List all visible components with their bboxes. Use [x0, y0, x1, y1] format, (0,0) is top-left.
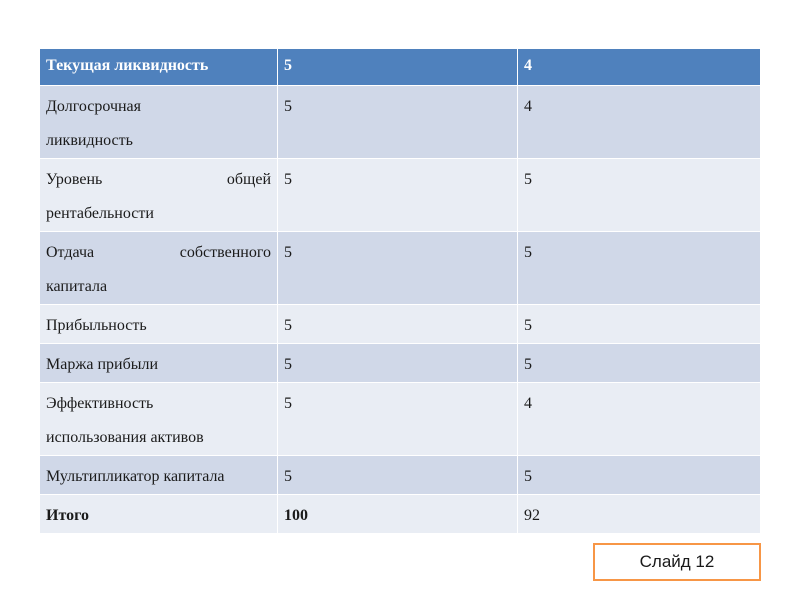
- row-value-1: 5: [278, 159, 518, 232]
- header-cell-indicator: Текущая ликвидность: [40, 49, 278, 86]
- row-value-1: 5: [278, 86, 518, 159]
- row-value-2: 4: [518, 383, 761, 456]
- total-value-2: 92: [518, 495, 761, 534]
- row-label: [40, 232, 278, 305]
- row-value-2: 5: [518, 305, 761, 344]
- slide-number-label: Слайд 12: [593, 543, 761, 581]
- row-value-1: 5: [278, 305, 518, 344]
- table-row: [40, 86, 761, 159]
- total-value-1: 100: [278, 495, 518, 534]
- row-label: Прибыльность: [40, 305, 278, 344]
- row-label: Маржа прибыли: [40, 344, 278, 383]
- table-row: [40, 344, 761, 383]
- table-row: [40, 456, 761, 495]
- row-value-2: 5: [518, 159, 761, 232]
- table-total-row: [40, 495, 761, 534]
- header-cell-score-1: 5: [278, 49, 518, 86]
- row-value-2: 4: [518, 86, 761, 159]
- scores-table: [39, 48, 761, 534]
- table-row: [40, 232, 761, 305]
- row-label: [40, 86, 278, 159]
- row-label-line2: капитала: [46, 278, 108, 295]
- row-label: Мультипликатор капитала: [40, 456, 278, 495]
- row-label-line2: использования активов: [46, 429, 204, 446]
- row-value-1: 5: [278, 344, 518, 383]
- table-row: [40, 383, 761, 456]
- row-label-line1: Долгосрочная: [46, 98, 142, 115]
- row-label-line1: Эффективность: [46, 395, 154, 412]
- row-value-1: 5: [278, 456, 518, 495]
- row-label-line2: рентабельности: [46, 205, 154, 222]
- row-label-line2: ликвидность: [46, 132, 133, 149]
- header-cell-score-2: 4: [518, 49, 761, 86]
- table-row: [40, 305, 761, 344]
- total-label: Итого: [40, 495, 278, 534]
- row-label: [40, 159, 278, 232]
- table-row: [40, 159, 761, 232]
- row-value-2: 5: [518, 232, 761, 305]
- row-value-2: 5: [518, 344, 761, 383]
- row-value-1: 5: [278, 383, 518, 456]
- row-value-2: 5: [518, 456, 761, 495]
- row-label-line1: Уровень общей: [46, 171, 271, 188]
- row-label-line1: Отдача собственного: [46, 244, 271, 261]
- row-value-1: 5: [278, 232, 518, 305]
- row-label: [40, 383, 278, 456]
- table-header-row: [40, 49, 761, 86]
